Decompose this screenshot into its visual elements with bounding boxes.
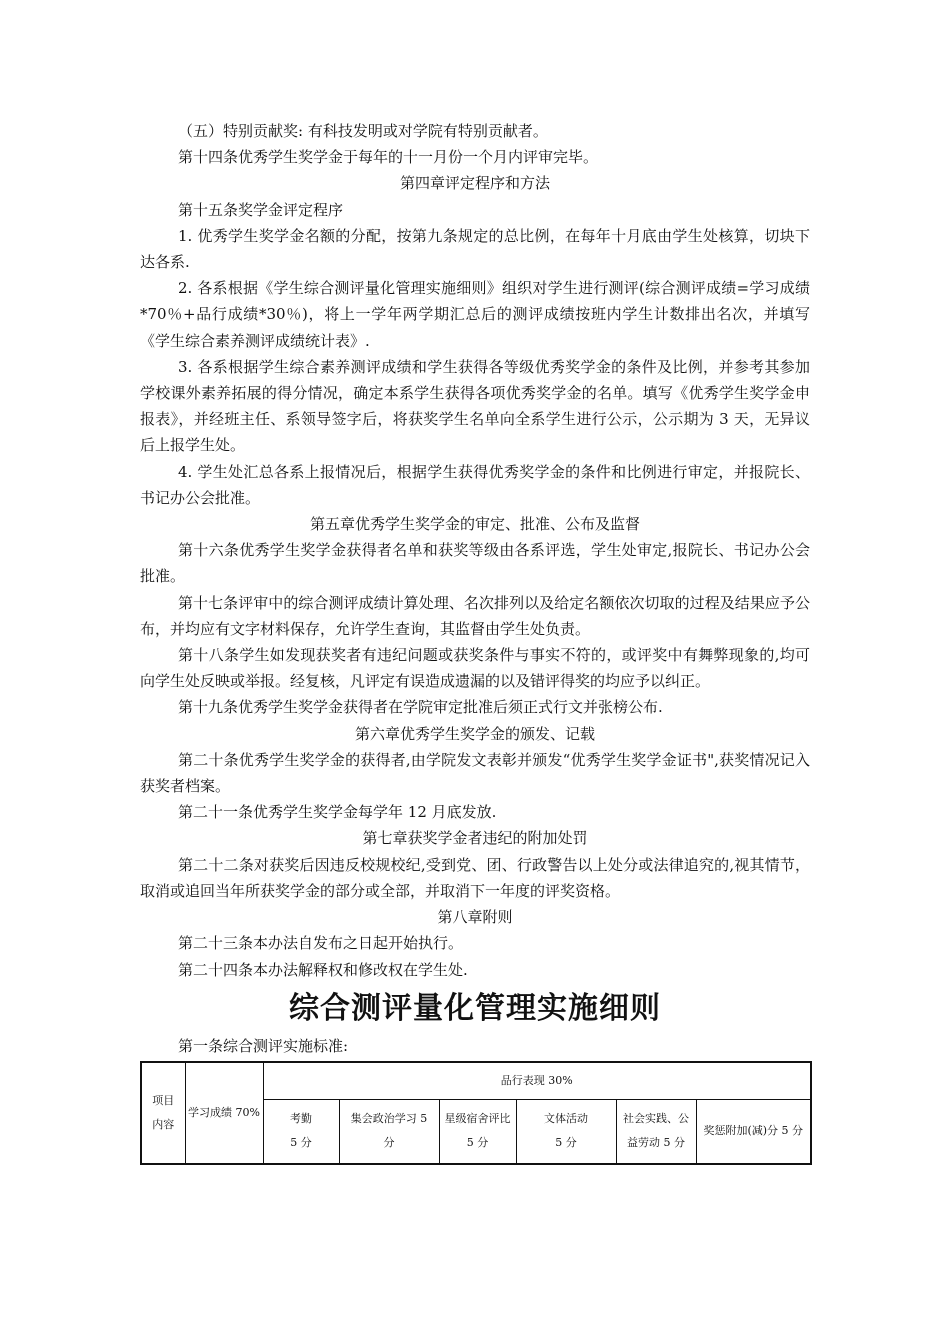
article-paragraph: 4. 学生处汇总各系上报情况后，根据学生获得优秀奖学金的条件和比例进行审定，并报院长、书记办公会批准。 [140,462,810,507]
chapter-heading: 第八章附则 [437,908,513,927]
article-paragraph: 第二十一条优秀学生奖学金每学年 12 月底发放. [178,803,497,822]
bonus-penalty-cell: 奖惩附加(减)分 5 分 [696,1100,811,1164]
article-paragraph: 第十六条优秀学生奖学金获得者名单和获奖等级由各系评选，学生处审定,报院长、书记办公会批准。 [140,541,810,586]
cell-line: 5 分 [555,1136,577,1150]
article-paragraph: 第二十三条本办法自发布之日起开始执行。 [178,934,464,953]
political-study-cell [339,1100,439,1164]
cell-line: 文体活动 [544,1112,588,1126]
cell-line: 益劳动 5 分 [627,1136,685,1150]
evaluation-standard-table [140,1061,812,1165]
section-title: 综合测评量化管理实施细则 [289,990,661,1026]
cell-line: 5 分 [466,1136,489,1150]
article-paragraph: 第二十四条本办法解释权和修改权在学生处. [178,960,468,979]
cell-line: 考勤 [290,1112,312,1126]
chapter-heading: 第七章获奖学金者违纪的附加处罚 [362,829,588,848]
article-paragraph: 第二十条优秀学生奖学金的获得者,由学院发文表彰并颁发“优秀学生奖学金证书",获奖情况记入获奖者档案。 [140,750,810,796]
cell-line: 分 [383,1136,395,1150]
section-subtitle: 第一条综合测评实施标准: [178,1036,349,1055]
cell-line: 社会实践、公 [623,1112,689,1126]
conduct-header-cell: 品行表现 30% [263,1062,811,1100]
article-paragraph: 2. 各系根据《学生综合测评量化管理实施细则》组织对学生进行测评(综合测评成绩=学习成绩*70％+品行成绩*30％)，将上一学年两学期汇总后的测评成绩按班内学生计数排出名次，并填写《学生综合素养测评成绩统计表》. [140,279,810,350]
document-page [140,118,810,1165]
item-label: 项目 [152,1093,175,1107]
content-label: 内容 [152,1117,175,1131]
cell-line: 5 分 [290,1136,312,1150]
cell-line: 星级宿舍评比 [444,1112,511,1126]
article-paragraph: 3. 各系根据学生综合素养测评成绩和学生获得各等级优秀奖学金的条件及比例，并参考其参加学校课外素养拓展的得分情况，确定本系学生获得各项优秀奖学金的名单。填写《优秀学生奖学金申报表》，并经班主任、系领导签字后，将获奖学生名单向全系学生进行公示，公示期为 3 天，无异议后上报学生处。 [140,357,810,455]
article-paragraph: 1. 优秀学生奖学金名额的分配，按第九条规定的总比例，在每年十月底由学生处核算，切块下达各系. [140,226,810,272]
article-paragraph: 第十九条优秀学生奖学金获得者在学院审定批准后须正式行文并张榜公布. [178,698,663,717]
article-paragraph: 第十四条优秀学生奖学金于每年的十一月份一个月内评审完毕。 [178,148,599,167]
cell-line: 集会政治学习 5 [350,1112,428,1126]
social-practice-cell [616,1100,696,1164]
article-paragraph: 第十七条评审中的综合测评成绩计算处理、名次排列以及给定名额依次切取的过程及结果应予公布，并均应有文字材料保存，允许学生查询，其监督由学生处负责。 [140,593,810,638]
article-paragraph: 第二十二条对获奖后因违反校规校纪,受到党、团、行政警告以上处分或法律追究的,视其情节，取消或追回当年所获奖学金的部分或全部，并取消下一年度的评奖资格。 [140,855,810,900]
dormitory-rating-cell [439,1100,516,1164]
academic-score-cell: 学习成绩 70% [185,1062,263,1164]
regulation-text [140,118,810,983]
chapter-heading: 第四章评定程序和方法 [399,174,550,193]
chapter-heading: 第六章优秀学生奖学金的颁发、记载 [354,724,595,743]
article-paragraph: 第十五条奖学金评定程序 [178,200,344,219]
recreation-cell [516,1100,616,1164]
article-paragraph: （五）特别贡献奖: 有科技发明或对学院有特别贡献者。 [178,122,548,140]
attendance-cell [263,1100,339,1164]
article-paragraph: 第十八条学生如发现获奖者有违纪问题或获奖条件与事实不符的，或评奖中有舞弊现象的,均可向学生处反映或举报。经复核，凡评定有误造成遗漏的以及错评得奖的均应予以纠正。 [140,646,810,691]
chapter-heading: 第五章优秀学生奖学金的审定、批准、公布及监督 [309,515,640,534]
item-header-cell [141,1062,185,1164]
